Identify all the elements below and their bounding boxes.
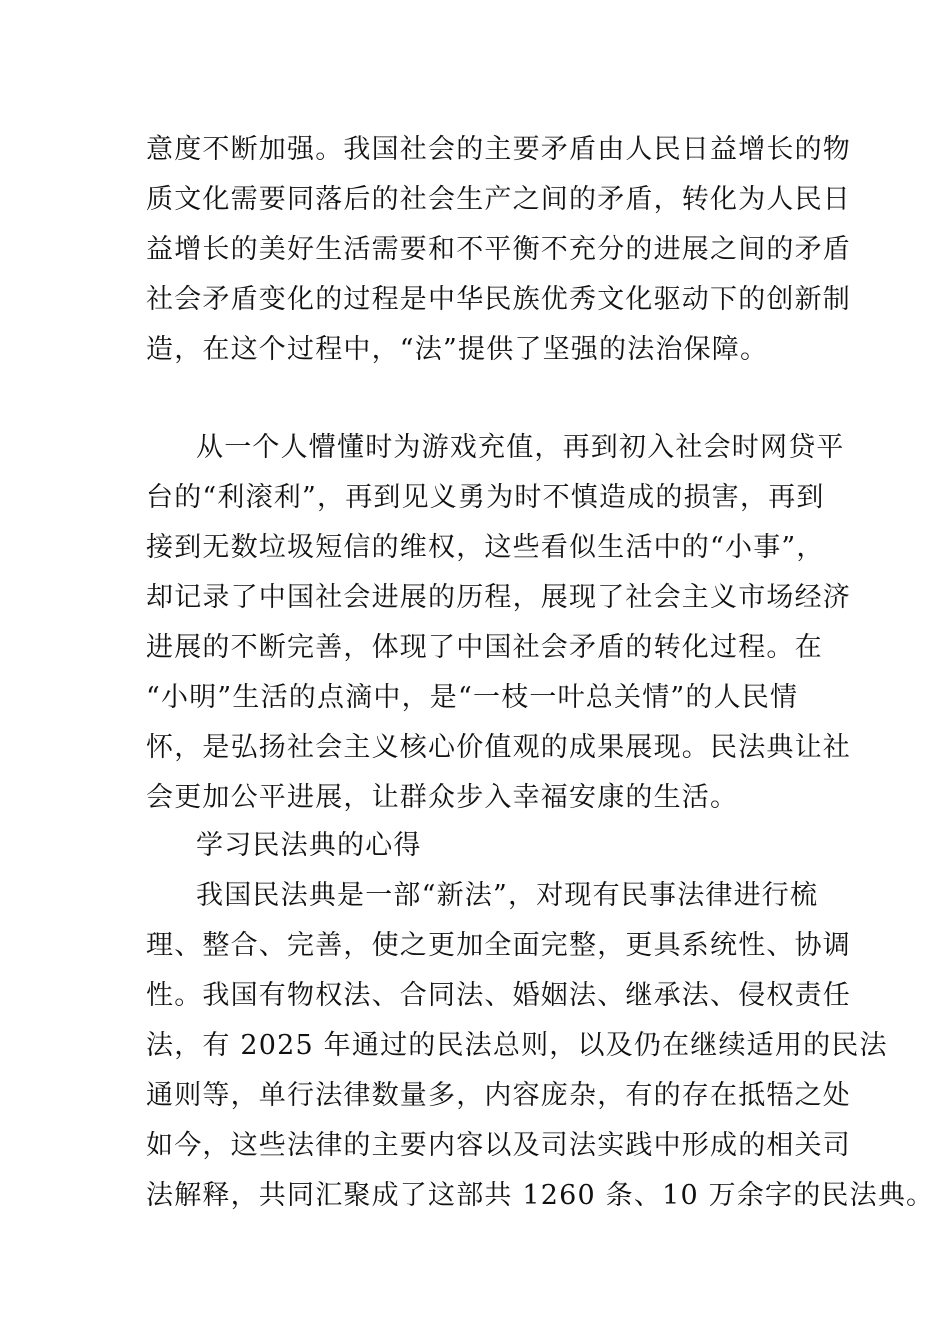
text-line: 台的“利滚利”，再到见义勇为时不慎造成的损害，再到 — [146, 482, 825, 513]
text-line: 却记录了中国社会进展的历程，展现了社会主义市场经济 — [146, 582, 851, 613]
text-line: 会更加公平进展，让群众步入幸福安康的生活。 — [146, 782, 739, 813]
text-line: 如今，这些法律的主要内容以及司法实践中形成的相关司 — [146, 1130, 851, 1161]
text-line: 接到无数垃圾短信的维权，这些看似生活中的“小事”， — [146, 532, 825, 563]
text-line: 质文化需要同落后的社会生产之间的矛盾，转化为人民日 — [146, 184, 851, 215]
text-line: 法，有 2025 年通过的民法总则，以及仍在继续适用的民法 — [146, 1030, 888, 1061]
text-line: 怀，是弘扬社会主义核心价值观的成果展现。民法典让社 — [146, 732, 851, 763]
text-line: 法解释，共同汇聚成了这部共 1260 条、10 万余字的民法典。 — [146, 1180, 935, 1211]
text-line: 性。我国有物权法、合同法、婚姻法、继承法、侵权责任 — [146, 980, 851, 1011]
text-line: 从一个人懵懂时为游戏充值，再到初入社会时网贷平 — [196, 432, 845, 463]
text-line: 进展的不断完善，体现了中国社会矛盾的转化过程。在 — [146, 632, 823, 663]
section-heading: 学习民法典的心得 — [196, 830, 422, 861]
text-line: “小明”生活的点滴中，是“一枝一叶总关情”的人民情 — [146, 682, 799, 713]
text-line: 社会矛盾变化的过程是中华民族优秀文化驱动下的创新制 — [146, 284, 851, 315]
text-line: 造，在这个过程中，“法”提供了坚强的法治保障。 — [146, 334, 769, 365]
text-line: 理、整合、完善，使之更加全面完整，更具系统性、协调 — [146, 930, 851, 961]
text-line: 意度不断加强。我国社会的主要矛盾由人民日益增长的物 — [146, 134, 851, 165]
text-line: 通则等，单行法律数量多，内容庞杂，有的存在抵牾之处 — [146, 1080, 851, 1111]
text-line: 益增长的美好生活需要和不平衡不充分的进展之间的矛盾 — [146, 234, 851, 265]
text-line: 我国民法典是一部“新法”，对现有民事法律进行梳 — [196, 880, 819, 911]
